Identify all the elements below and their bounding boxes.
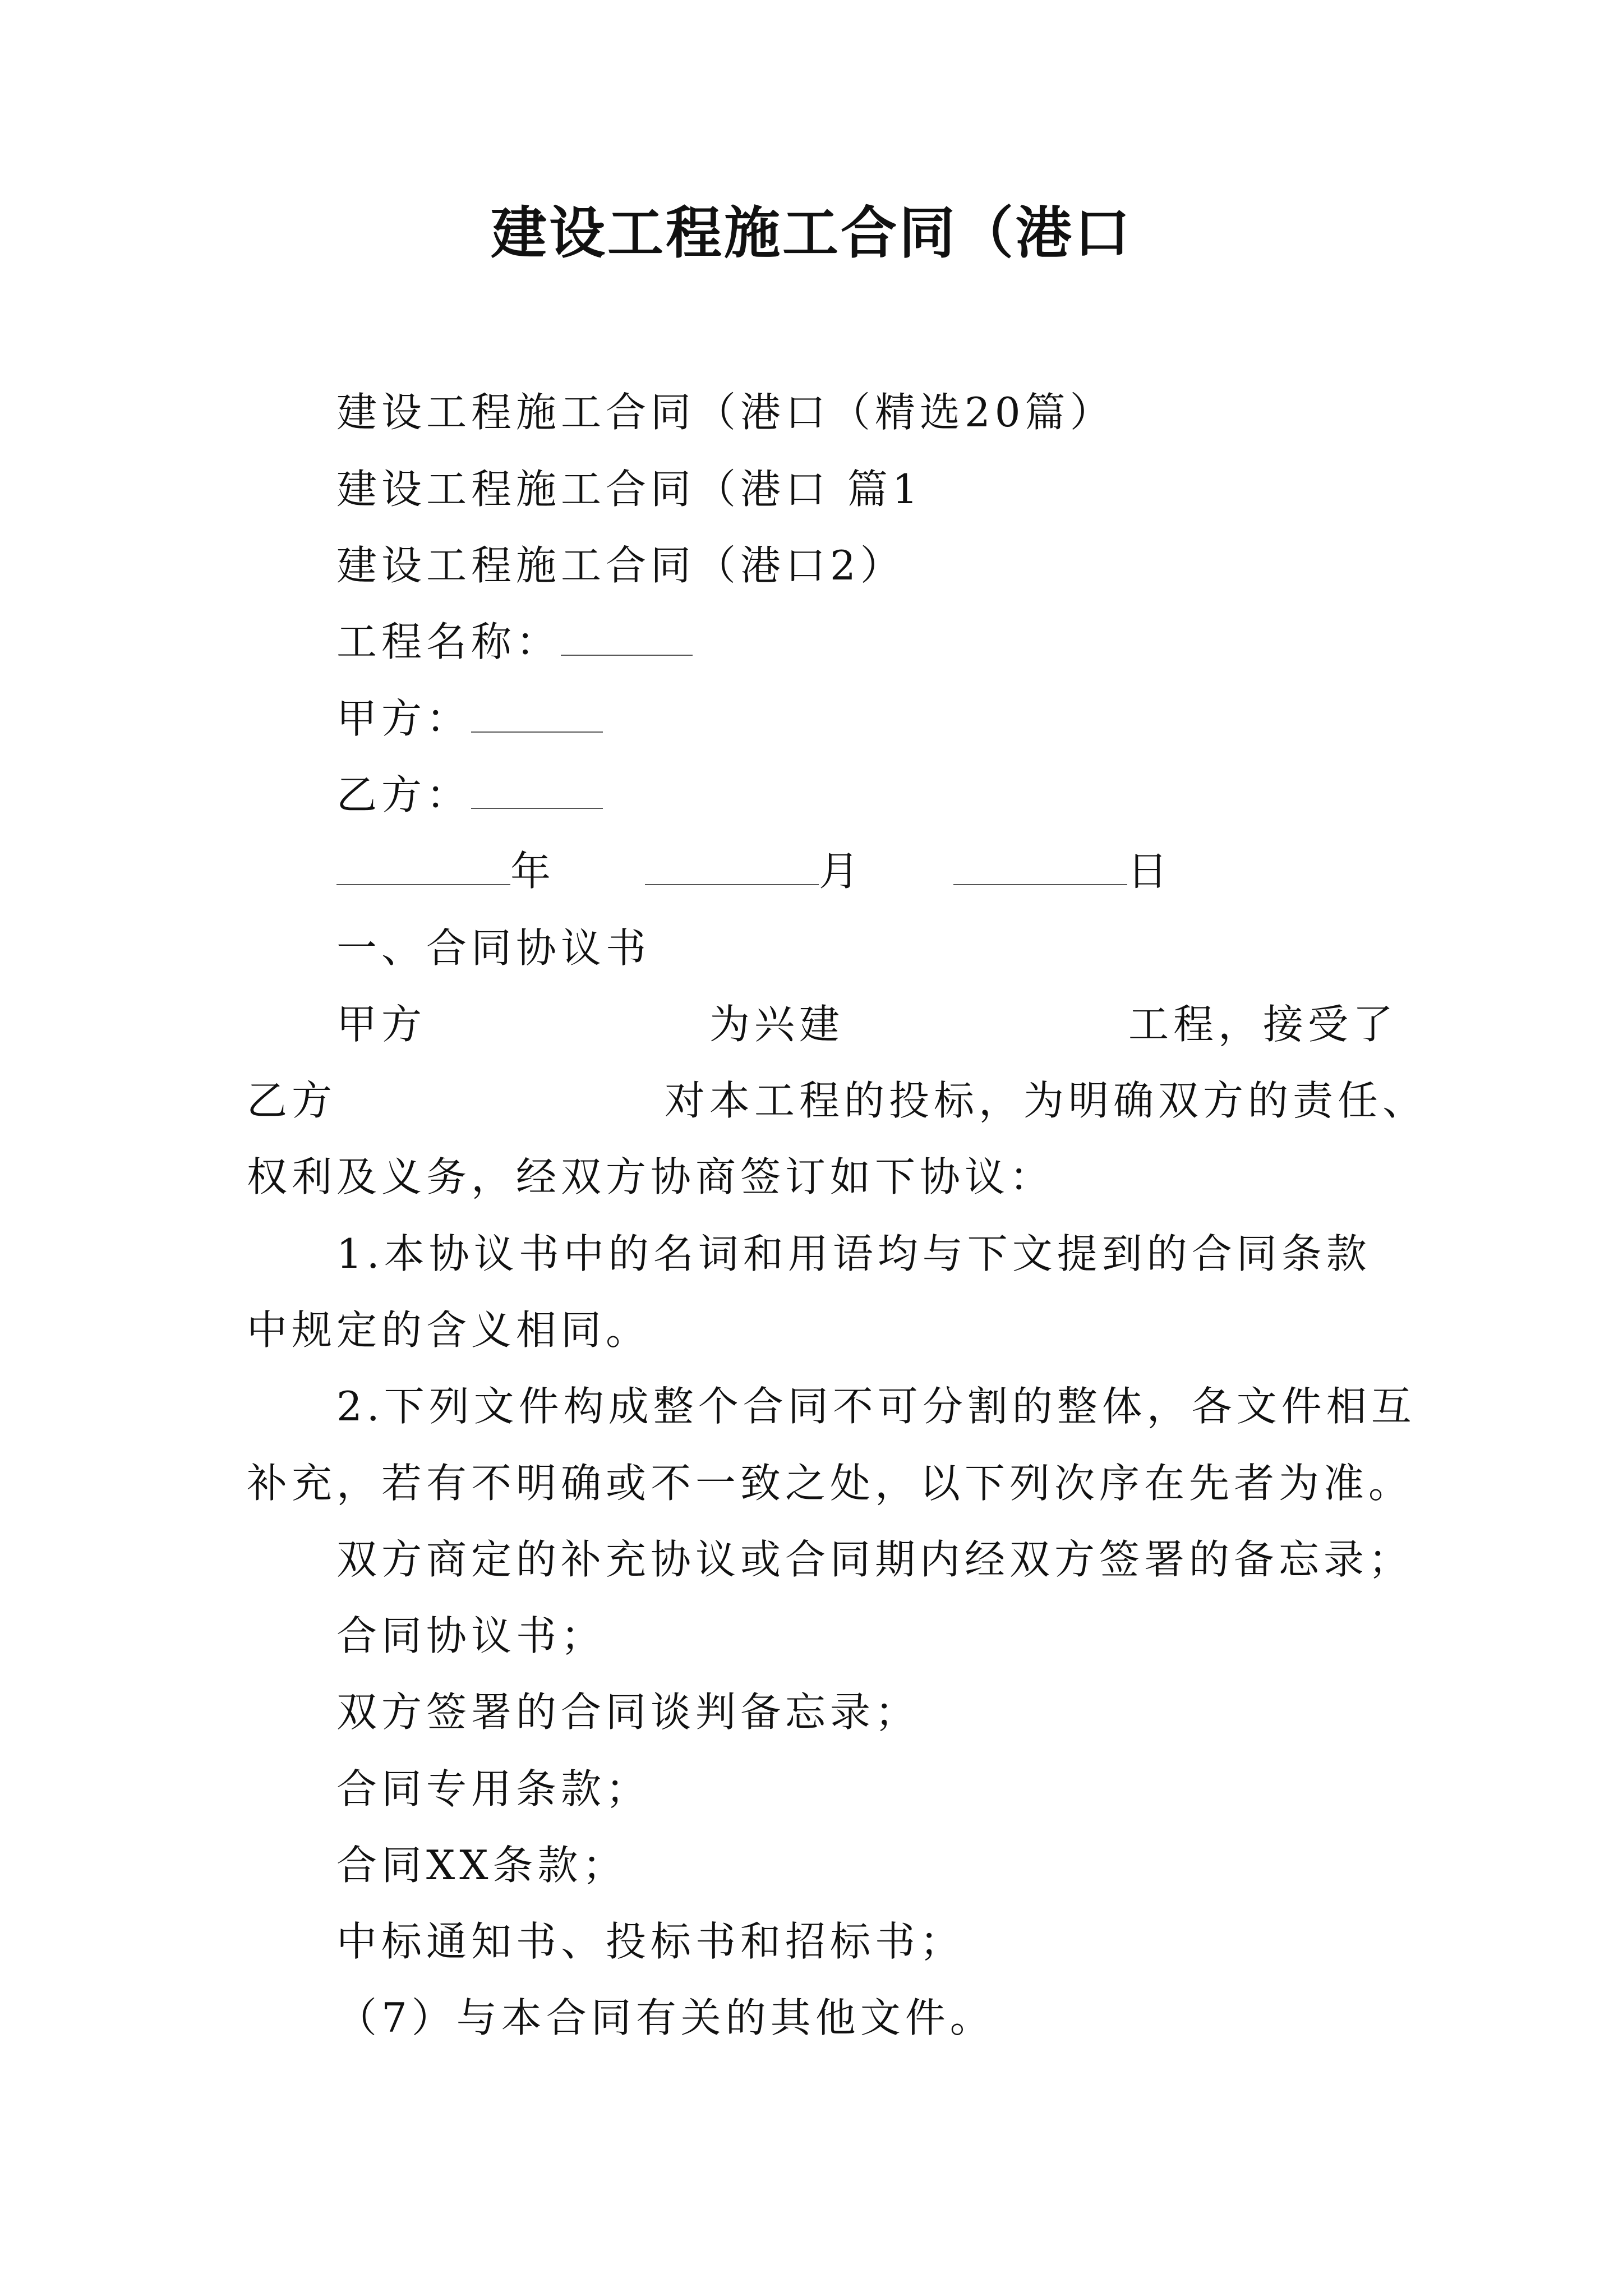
- para1-party-b: 乙方: [247, 1077, 337, 1124]
- project-name-label: 工程名称：: [336, 618, 561, 665]
- month-label: 月: [819, 848, 864, 895]
- document-title: 建设工程施工合同（港口: [491, 200, 1132, 266]
- date-row: [336, 843, 1172, 899]
- doc-list-item: 中标通知书、投标书和招标书；: [336, 1918, 965, 1965]
- party-b-blank: [471, 774, 603, 809]
- para1-accept: 工程，接受了: [1128, 1001, 1398, 1048]
- para1-bid: 对本工程的投标，为明确双方的责任、: [665, 1077, 1428, 1124]
- doc-list-item: 双方商定的补充协议或合同期内经双方签署的备忘录；: [336, 1536, 1414, 1583]
- party-a-blank: [471, 698, 603, 733]
- party-a-label: 甲方：: [336, 695, 472, 742]
- subtitle-line: 建设工程施工合同（港口（精选20篇）: [336, 389, 1115, 436]
- project-name-row: [336, 614, 693, 670]
- item1-line1: 1.本协议书中的名词和用语均与下文提到的合同条款: [336, 1230, 1371, 1277]
- party-b-label: 乙方：: [336, 771, 472, 818]
- doc-list-item: 合同XX条款；: [336, 1842, 628, 1889]
- party-a-row: [336, 691, 603, 747]
- piece-heading-2: 建设工程施工合同（港口2）: [336, 542, 905, 589]
- para1-line3: 权利及义务，经双方协商签订如下协议：: [247, 1153, 1055, 1200]
- doc-list-item: 合同专用条款；: [336, 1765, 651, 1812]
- party-b-row: [336, 767, 603, 823]
- month-blank: [645, 850, 819, 885]
- item2-line1: 2.下列文件构成整个合同不可分割的整体，各文件相互: [336, 1383, 1416, 1430]
- doc-list-item: （7）与本合同有关的其他文件。: [336, 1994, 995, 2041]
- item1-line2: 中规定的含义相同。: [247, 1306, 651, 1354]
- doc-list-item: 双方签署的合同谈判备忘录；: [336, 1688, 920, 1736]
- year-blank: [336, 850, 510, 885]
- doc-list-item: 合同协议书；: [336, 1612, 606, 1659]
- para1-party-a: 甲方: [336, 1001, 427, 1048]
- project-name-blank: [561, 621, 693, 656]
- day-label: 日: [1127, 848, 1173, 895]
- para1-build: 为兴建: [709, 1001, 845, 1048]
- section1-heading: 一、合同协议书: [336, 924, 651, 972]
- year-label: 年: [510, 848, 556, 895]
- day-blank: [953, 850, 1127, 885]
- item2-line2: 补充，若有不明确或不一致之处，以下列次序在先者为准。: [247, 1460, 1414, 1507]
- piece-heading: 建设工程施工合同（港口 篇1: [336, 466, 923, 513]
